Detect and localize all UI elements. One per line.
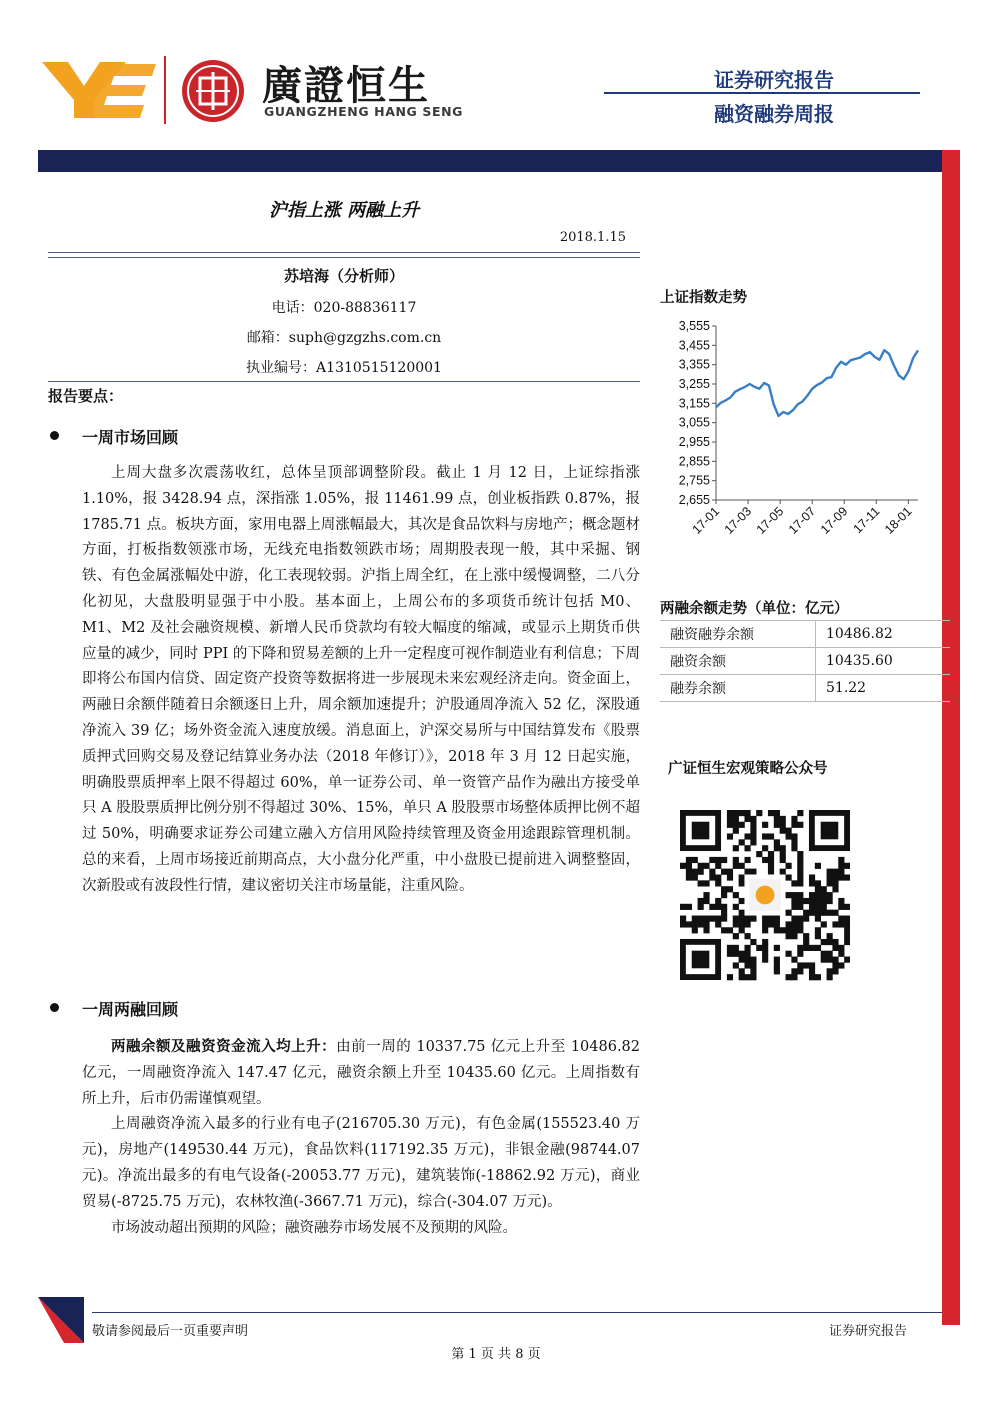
y-tick-label: 3,455	[678, 338, 710, 353]
footer-rule	[92, 1312, 942, 1313]
document-date: 2018.1.15	[559, 230, 626, 245]
x-tick-label: 17-05	[753, 504, 787, 537]
wechat-qr-code-icon[interactable]	[680, 810, 850, 985]
analyst-rule	[48, 381, 640, 382]
title-rule	[48, 252, 640, 253]
footer-disclaimer: 敬请参阅最后一页重要声明	[92, 1324, 249, 1339]
x-tick-label: 17-09	[817, 504, 851, 537]
analyst-phone: 电话：020-88836117	[271, 300, 417, 316]
market-review-paragraph: 上周大盘多次震荡收红，总体呈顶部调整阶段。截止 1 月 12 日，上证综指涨 1.10%，报 3428.94 点，深指涨 1.05%，报 11461.99 点，创业板指跌 0.87%，报 1785.71 点。板块方面，家用电器上周涨幅最大，其次是食品饮料与房地产；概念题材方面，打板指数领涨市场，无线充电指数领跌市场；周期股表现一般，其中采掘、钢铁、有色金属涨幅处中游，化工表现较弱。沪指上周全红，在上涨中缓慢调整，二八分化初见，大盘股明显强于中小股。基本面上，上周公布的多项货币统计包括 M0、M1、M2 及社会融资规模、新增人民币贷款均有较大幅度的缩减，或显示上期货币供应量的减少，同时 PPI 的下降和贸易差额的上升一定程度可视作制造业有利信息；下周即将公布国内信贷、固定资产投资等数据将进一步展现未来宏观经济走向。资金面上，两融日余额伴随着日余额逐日上升，周余额加速提升；沪股通周净流入 52 亿，深股通净流入 39 亿；场外资金流入速度放缓。消息面上，沪深交易所与中国结算发布《股票质押式回购交易及登记结算业务办法（2018 年修订）》，2018 年 3 月 12 日起实施，明确股票质押率上限不得超过 60%，单一证券公司、单一资管产品作为融出方接受单只 A 股股票质押比例分别不得超过 30%、15%，单只 A 股股票市场整体质押比例不超过 50%，明确要求证券公司建立融入方信用风险持续管理及资金用途跟踪管理机制。总的来看，上周市场接近前期高点，大小盘分化严重，中小盘股已提前进入调整整固，次新股或有波段性行情，建议密切关注市场量能，注重风险。	[82, 465, 640, 894]
table-row	[660, 648, 950, 675]
margin-table-title: 两融余额走势（单位：亿元）	[660, 601, 849, 617]
market-review-text	[82, 461, 640, 900]
y-tick-label: 3,255	[678, 377, 710, 391]
margin-balance-table	[660, 620, 950, 702]
margin-review-paragraph-2: 上周融资净流入最多的行业有电子(216705.30 万元)，有色金属(155523.40 万元)，房地产(149530.44 万元)，食品饮料(117192.35 万元)，非银金融(98744.07 元)。净流出最多的有电气设备(-20053.77 万元)，建筑装饰(-18862.92 万元)，商业贸易(-8725.75 万元)，农林牧渔(-3667.71 万元)，综合(-304.07 万元)。	[82, 1116, 640, 1210]
report-type: 证券研究报告	[714, 68, 834, 92]
y-tick-label: 2,955	[678, 435, 710, 449]
bullet-icon	[50, 431, 59, 440]
y-tick-label: 3,155	[678, 396, 710, 411]
x-tick-label: 18-01	[881, 504, 915, 537]
table-row	[660, 621, 950, 648]
footer-report-label: 证券研究报告	[828, 1324, 907, 1339]
sse-index-chart	[660, 312, 942, 550]
margin-row-label: 融资余额	[660, 648, 816, 675]
margin-review-p1: 由前一周的 10337.75 亿元上升至 10486.82 亿元，一周融资净流入 147.47 亿元，融资余额上升至 10435.60 亿元。上周指数有所上升，后市仍需谨慎观望。	[82, 1039, 641, 1107]
bullet-icon	[50, 1003, 59, 1012]
margin-review-text	[82, 1034, 640, 1241]
brand-name-en: GUANGZHENG HANG SENG	[264, 104, 464, 119]
page-number: 第 1 页 共 8 页	[451, 1347, 541, 1362]
hangseng-seal-icon	[180, 58, 246, 124]
y-tick-label: 2,855	[678, 454, 710, 469]
margin-row-label: 融券余额	[660, 675, 816, 702]
guangzheng-logo-icon	[40, 58, 158, 120]
header-rule	[604, 92, 920, 94]
y-tick-label: 3,555	[678, 319, 710, 333]
section-title-market-review: 一周市场回顾	[82, 428, 179, 447]
title-rule-2	[48, 257, 640, 258]
side-band	[942, 150, 960, 1325]
margin-row-value: 10486.82	[816, 621, 951, 648]
margin-review-paragraph-1	[82, 1034, 640, 1112]
analyst-license: 执业编号：A1310515120001	[246, 360, 442, 376]
table-row	[660, 675, 950, 702]
x-tick-label: 17-03	[721, 504, 755, 537]
risk-paragraph: 市场波动超出预期的风险；融资融券市场发展不及预期的风险。	[111, 1219, 517, 1236]
brand-name-cn: 廣證恒生	[262, 63, 430, 109]
section-title-margin-review: 一周两融回顾	[82, 1000, 179, 1019]
y-tick-label: 2,755	[678, 473, 710, 488]
analyst-email: 邮箱：suph@gzgzhs.com.cn	[246, 330, 442, 346]
summary-label: 报告要点：	[48, 387, 124, 405]
y-tick-label: 3,355	[678, 357, 710, 372]
x-tick-label: 17-01	[689, 504, 723, 537]
margin-review-lead: 两融余额及融资资金流入均上升：	[111, 1038, 337, 1055]
report-series: 融资融券周报	[714, 102, 834, 126]
wechat-title: 广证恒生宏观策略公众号	[668, 761, 828, 777]
logo-divider	[164, 56, 166, 124]
x-tick-label: 17-07	[785, 504, 819, 537]
x-tick-label: 17-11	[850, 504, 883, 537]
margin-row-value: 10435.60	[816, 648, 951, 675]
sse-index-series-line	[716, 350, 918, 416]
y-tick-label: 2,655	[678, 493, 710, 507]
margin-row-label: 融资融券余额	[660, 621, 816, 648]
document-title: 沪指上涨 两融上升	[268, 200, 420, 221]
index-chart-title: 上证指数走势	[660, 290, 747, 306]
footer-corner-icon	[38, 1297, 84, 1343]
y-tick-label: 3,055	[678, 415, 710, 430]
margin-row-value: 51.22	[816, 675, 951, 702]
analyst-name: 苏培海（分析师）	[283, 267, 404, 285]
header-band	[38, 150, 942, 172]
